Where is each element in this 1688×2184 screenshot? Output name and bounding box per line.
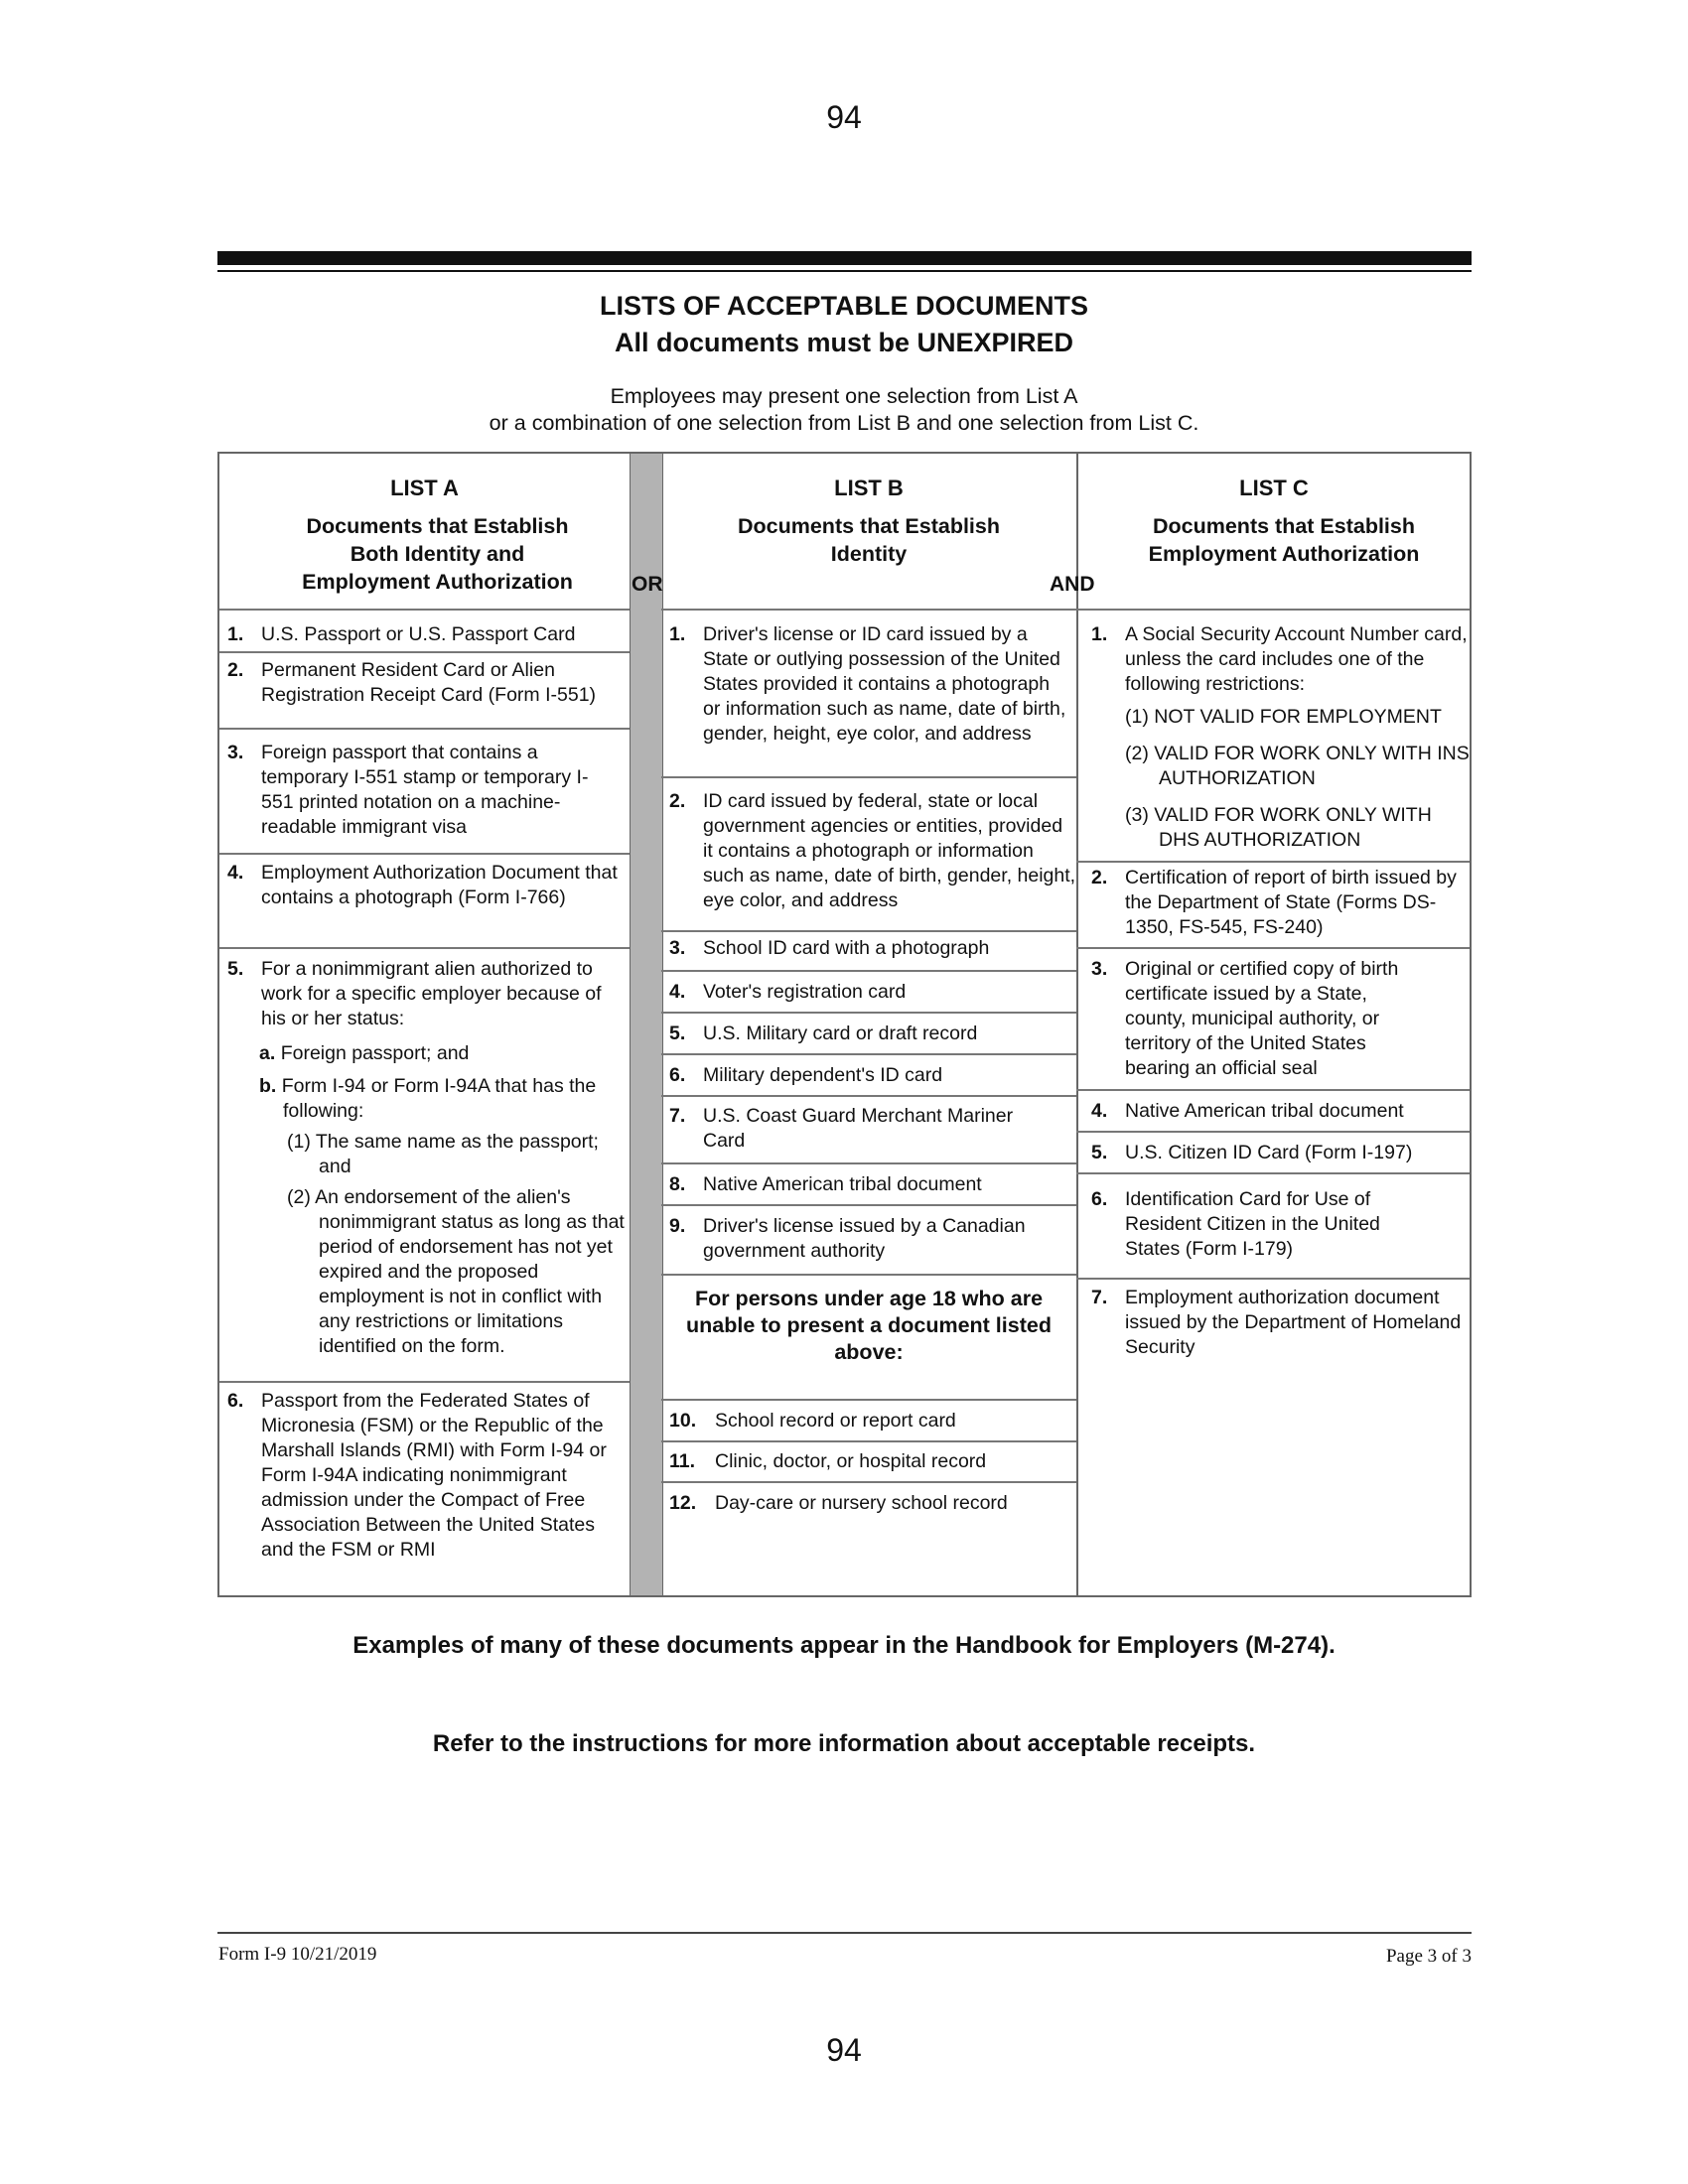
list-c-sub-line-2: Employment Authorization bbox=[1148, 542, 1420, 566]
list-b-sub-line-1: Documents that Establish bbox=[737, 514, 1000, 538]
item-number: 3. bbox=[1091, 958, 1108, 980]
list-b-item bbox=[669, 1214, 1066, 1264]
row-divider bbox=[219, 1381, 630, 1383]
list-a-item-5b1: (1) The same name as the passport; and bbox=[287, 1131, 599, 1177]
list-c-restriction-1: (1) NOT VALID FOR EMPLOYMENT bbox=[1125, 706, 1442, 728]
item-number: 12. bbox=[669, 1492, 697, 1514]
item-text: Employment Authorization Document that contains a photograph (Form I-766) bbox=[261, 862, 618, 908]
list-a-item bbox=[227, 861, 625, 910]
list-b-subheading bbox=[661, 512, 1076, 568]
list-a-header-rule bbox=[219, 609, 630, 611]
row-divider bbox=[661, 1399, 1076, 1401]
item-text: Certification of report of birth issued by the Department of State (Forms DS-1350, FS-545, FS-240) bbox=[1125, 867, 1457, 938]
list-a-subheading bbox=[219, 512, 630, 596]
row-divider bbox=[661, 776, 1076, 778]
row-divider bbox=[1076, 1172, 1470, 1174]
item-text: ID card issued by federal, state or local government agencies or entities, provided it contains a photograph or information such as name, date of birth, gender, height, eye color, and address bbox=[703, 790, 1076, 911]
row-divider bbox=[1076, 1089, 1470, 1091]
list-a-item bbox=[227, 1389, 630, 1563]
item-number: 11. bbox=[669, 1450, 696, 1472]
item-number: 4. bbox=[1091, 1100, 1108, 1122]
row-divider bbox=[661, 1440, 1076, 1442]
item-text: Passport from the Federated States of Micronesia (FSM) or the Republic of the Marshall Islands (RMI) with Form I-94 or Form I-94A indicating nonimmigrant admission under the Compact of Free Association Between the United States and the FSM or RMI bbox=[261, 1390, 607, 1561]
documents-table bbox=[217, 452, 1472, 1597]
row-divider bbox=[661, 1053, 1076, 1055]
row-divider bbox=[219, 853, 630, 855]
row-divider bbox=[661, 1095, 1076, 1097]
row-divider bbox=[1076, 1131, 1470, 1133]
item-number: 8. bbox=[669, 1173, 686, 1195]
list-b-item bbox=[669, 1104, 1056, 1154]
row-divider bbox=[1076, 861, 1470, 863]
row-divider bbox=[661, 970, 1076, 972]
column-divider-b-c bbox=[1076, 454, 1078, 1595]
row-divider bbox=[661, 1274, 1076, 1276]
list-c-subheading bbox=[1076, 512, 1472, 568]
item-number: 1. bbox=[669, 623, 686, 645]
list-a-item bbox=[227, 658, 630, 708]
item-number: 2. bbox=[1091, 867, 1108, 888]
item-number: 3. bbox=[669, 937, 686, 959]
item-text: Military dependent's ID card bbox=[703, 1064, 943, 1086]
item-text: U.S. Passport or U.S. Passport Card bbox=[261, 623, 576, 645]
row-divider bbox=[661, 1204, 1076, 1206]
item-number: 2. bbox=[227, 659, 244, 681]
item-text: U.S. Coast Guard Merchant Mariner Card bbox=[703, 1105, 1014, 1152]
list-a-item bbox=[227, 957, 605, 1031]
list-b-under18-item bbox=[669, 1491, 1071, 1516]
list-b-item bbox=[669, 789, 1076, 913]
row-divider bbox=[1076, 947, 1470, 949]
item-number: 7. bbox=[669, 1105, 686, 1127]
item-number: 1. bbox=[1091, 623, 1108, 645]
list-c-item bbox=[1091, 866, 1471, 940]
row-divider bbox=[661, 1481, 1076, 1483]
under-18-heading: For persons under age 18 who are unable to present a document listed above: bbox=[686, 1287, 1052, 1364]
list-b-under18-item bbox=[669, 1409, 1071, 1433]
examples-note: Examples of many of these documents appear in the Handbook for Employers (M-274). bbox=[352, 1632, 1336, 1659]
list-a-item bbox=[227, 741, 595, 840]
item-number: 4. bbox=[669, 981, 686, 1003]
list-c-sub-line-1: Documents that Establish bbox=[1152, 514, 1415, 538]
row-divider bbox=[219, 947, 630, 949]
list-c-item bbox=[1091, 622, 1471, 697]
list-b-heading: LIST B bbox=[834, 476, 904, 500]
list-c-item bbox=[1091, 1187, 1429, 1262]
item-number: 5. bbox=[227, 958, 244, 980]
row-divider bbox=[661, 1012, 1076, 1014]
page-of: Page 3 of 3 bbox=[1385, 1946, 1472, 1967]
item-text: School ID card with a photograph bbox=[703, 937, 990, 959]
list-b-item bbox=[669, 1172, 1071, 1197]
item-number: 1. bbox=[227, 623, 244, 645]
item-number: 6. bbox=[669, 1064, 686, 1086]
list-a-item bbox=[227, 622, 625, 647]
intro-line-2: or a combination of one selection from List B and one selection from List C. bbox=[489, 411, 1199, 435]
form-id: Form I-9 10/21/2019 bbox=[218, 1944, 377, 1965]
row-divider bbox=[219, 728, 630, 730]
page-title: LISTS OF ACCEPTABLE DOCUMENTS bbox=[600, 291, 1088, 321]
item-text: U.S. Citizen ID Card (Form I-197) bbox=[1125, 1142, 1413, 1163]
sub-text: Foreign passport; and bbox=[280, 1042, 470, 1064]
list-c-restriction-2: (2) VALID FOR WORK ONLY WITH INS AUTHORIZATION bbox=[1125, 743, 1470, 789]
item-text: Day-care or nursery school record bbox=[715, 1492, 1008, 1514]
list-a-item-5b2: (2) An endorsement of the alien's nonimmigrant status as long as that period of endorsement has not yet expired and the proposed employment is not in conflict with any restrictions or limitations identified on the form. bbox=[287, 1186, 625, 1357]
item-text: Driver's license issued by a Canadian government authority bbox=[703, 1215, 1026, 1262]
list-c-item bbox=[1091, 957, 1429, 1081]
list-b-item bbox=[669, 936, 1071, 961]
header-rule-thin bbox=[217, 270, 1472, 272]
list-a-heading: LIST A bbox=[390, 476, 459, 500]
item-text: School record or report card bbox=[715, 1410, 956, 1432]
item-number: 7. bbox=[1091, 1287, 1108, 1308]
list-b-sub-line-2: Identity bbox=[830, 542, 908, 566]
or-label: OR bbox=[632, 573, 663, 596]
sub-label: b. bbox=[259, 1075, 277, 1097]
item-text: Identification Card for Use of Resident Citizen in the United States (Form I-179) bbox=[1125, 1188, 1380, 1260]
item-number: 4. bbox=[227, 862, 244, 884]
list-a-sub-line-2: Both Identity and bbox=[350, 542, 525, 566]
item-text: Foreign passport that contains a temporary I-551 stamp or temporary I-551 printed notation on a machine-readable immigrant visa bbox=[261, 742, 589, 838]
list-b-item bbox=[669, 1063, 1071, 1088]
list-a-sub-line-1: Documents that Establish bbox=[306, 514, 569, 538]
item-text: Driver's license or ID card issued by a State or outlying possession of the United States provided it contains a photograph or information such as name, date of birth, gender, height, eye color, and address bbox=[703, 623, 1066, 745]
item-number: 5. bbox=[669, 1023, 686, 1044]
item-number: 6. bbox=[227, 1390, 244, 1412]
row-divider bbox=[661, 930, 1076, 932]
sub-label: a. bbox=[259, 1042, 276, 1064]
sub-text: Form I-94 or Form I-94A that has the following: bbox=[281, 1075, 597, 1122]
page-number-top: 94 bbox=[826, 99, 862, 135]
list-c-heading: LIST C bbox=[1239, 476, 1309, 500]
page-subtitle: All documents must be UNEXPIRED bbox=[614, 328, 1074, 357]
item-text: For a nonimmigrant alien authorized to work for a specific employer because of his or her status: bbox=[261, 958, 602, 1029]
item-text: A Social Security Account Number card, unless the card includes one of the following restrictions: bbox=[1125, 623, 1468, 695]
list-a-sub-line-3: Employment Authorization bbox=[302, 570, 573, 594]
item-number: 3. bbox=[227, 742, 244, 763]
row-divider bbox=[219, 651, 630, 653]
and-label: AND bbox=[1050, 573, 1095, 596]
list-a-item-5b bbox=[259, 1074, 631, 1124]
or-separator-column bbox=[630, 454, 663, 1595]
item-text: Permanent Resident Card or Alien Registration Receipt Card (Form I-551) bbox=[261, 659, 597, 706]
page-number-bottom: 94 bbox=[826, 2032, 862, 2068]
list-b-under18-item bbox=[669, 1449, 1071, 1474]
list-bc-header-rule bbox=[661, 609, 1470, 611]
item-number: 6. bbox=[1091, 1188, 1108, 1210]
item-number: 5. bbox=[1091, 1142, 1108, 1163]
list-b-item bbox=[669, 622, 1071, 747]
list-b-item bbox=[669, 980, 1071, 1005]
row-divider bbox=[1076, 1278, 1470, 1280]
list-c-item bbox=[1091, 1286, 1471, 1360]
item-text: Native American tribal document bbox=[703, 1173, 982, 1195]
intro-line-1: Employees may present one selection from List A bbox=[610, 384, 1078, 408]
header-rule-thick bbox=[217, 251, 1472, 265]
list-c-item bbox=[1091, 1099, 1471, 1124]
item-text: Voter's registration card bbox=[703, 981, 907, 1003]
item-number: 2. bbox=[669, 790, 686, 812]
item-text: Clinic, doctor, or hospital record bbox=[715, 1450, 987, 1472]
list-c-item bbox=[1091, 1141, 1471, 1165]
list-c-restriction-3: (3) VALID FOR WORK ONLY WITH DHS AUTHORIZATION bbox=[1125, 804, 1432, 851]
item-text: Native American tribal document bbox=[1125, 1100, 1404, 1122]
footer-rule bbox=[217, 1932, 1472, 1934]
row-divider bbox=[661, 1162, 1076, 1164]
item-number: 9. bbox=[669, 1215, 686, 1237]
item-text: Original or certified copy of birth certificate issued by a State, county, municipal authority, or territory of the United States bearing an official seal bbox=[1125, 958, 1399, 1079]
item-number: 10. bbox=[669, 1410, 697, 1432]
item-text: Employment authorization document issued by the Department of Homeland Security bbox=[1125, 1287, 1462, 1358]
receipts-note: Refer to the instructions for more information about acceptable receipts. bbox=[432, 1730, 1256, 1757]
list-b-item bbox=[669, 1022, 1071, 1046]
item-text: U.S. Military card or draft record bbox=[703, 1023, 978, 1044]
list-a-item-5a bbox=[259, 1041, 617, 1066]
